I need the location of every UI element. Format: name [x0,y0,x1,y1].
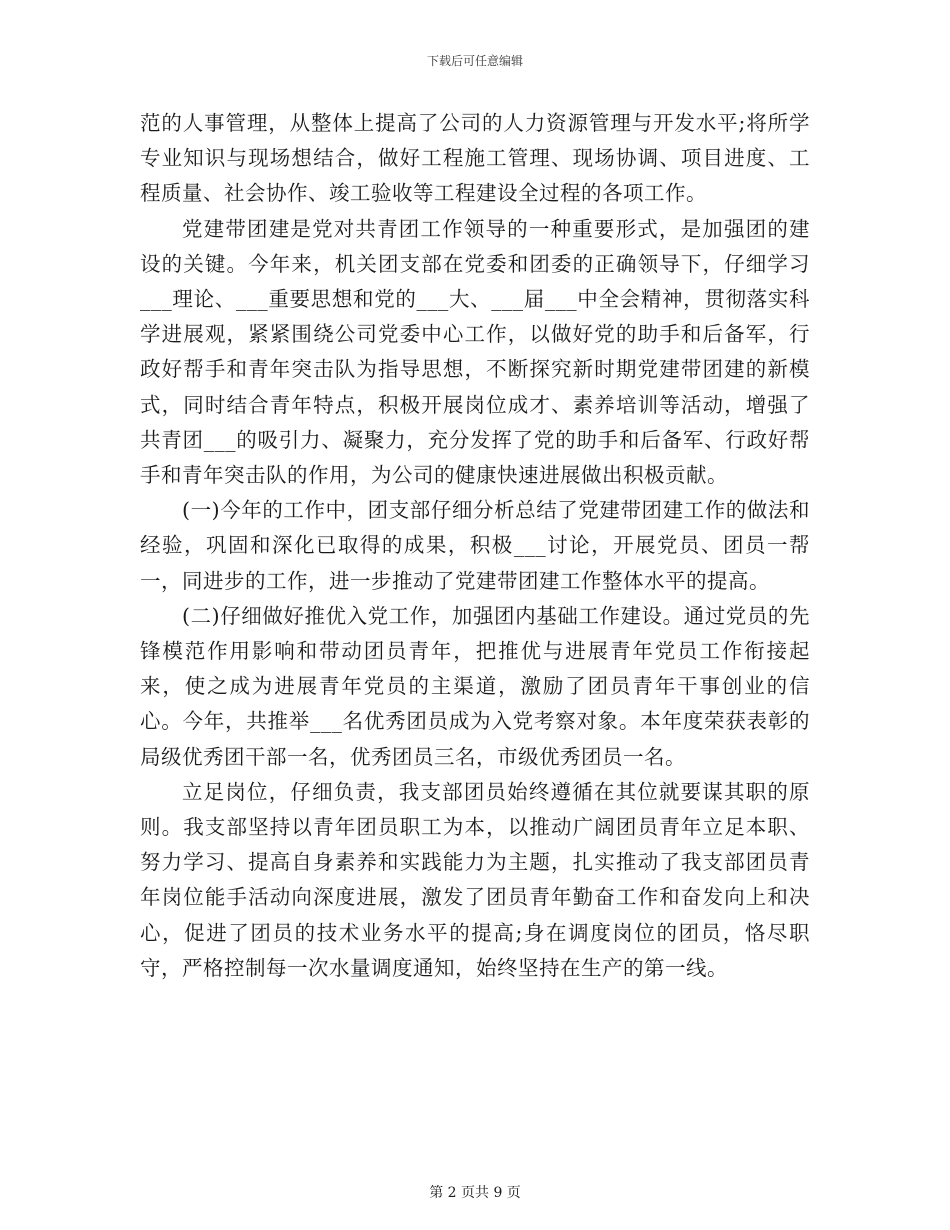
paragraph-job-duty: 立足岗位，仔细负责，我支部团员始终遵循在其位就要谋其职的原则。我支部坚持以青年团员职工为本，以推动广阔团员青年立足本职、努力学习、提高自身素养和实践能力为主题，扎实推动了我支部团员青年岗位能手活动向深度进展，激发了团员青年勤奋工作和奋发向上和决心，促进了团员的技术业务水平的提高;身在调度岗位的团员，恪尽职守，严格控制每一次水量调度通知，始终坚持在生产的第一线。 [140,779,810,980]
page-header: 下载后可任意编辑 [426,54,523,68]
paragraph-section-one: (一)今年的工作中，团支部仔细分析总结了党建带团建工作的做法和经验，巩固和深化已取得的成果，积极___讨论，开展党员、团员一帮一，同进步的工作，进一步推动了党建带团建工作整体水平的提高。 [140,498,810,593]
page-footer: 第 2 页共 9 页 [429,1185,521,1201]
document-body [140,106,810,986]
paragraph-continuation: 范的人事管理，从整体上提高了公司的人力资源管理与开发水平;将所学专业知识与现场想结合，做好工程施工管理、现场协调、项目进度、工程质量、社会协作、竣工验收等工程建设全过程的各项工作。 [140,111,810,206]
paragraph-party-building: 党建带团建是党对共青团工作领导的一种重要形式，是加强团的建设的关键。今年来，机关团支部在党委和团委的正确领导下，仔细学习___理论、___重要思想和党的___大、___届___中全会精神，贯彻落实科学进展观，紧紧围绕公司党委中心工作，以做好党的助手和后备军，行政好帮手和青年突击队为指导思想，不断探究新时期党建带团建的新模式，同时结合青年特点，积极开展岗位成才、素养培训等活动，增强了共青团___的吸引力、凝聚力，充分发挥了党的助手和后备军、行政好帮手和青年突击队的作用，为公司的健康快速进展做出积极贡献。 [140,216,810,488]
paragraph-section-two: (二)仔细做好推优入党工作，加强团内基础工作建设。通过党员的先锋模范作用影响和带动团员青年，把推优与进展青年党员工作衔接起来，使之成为进展青年党员的主渠道，激励了团员青年干事创业的信心。今年，共推举___名优秀团员成为入党考察对象。本年度荣获表彰的局级优秀团干部一名，优秀团员三名，市级优秀团员一名。 [140,603,810,769]
